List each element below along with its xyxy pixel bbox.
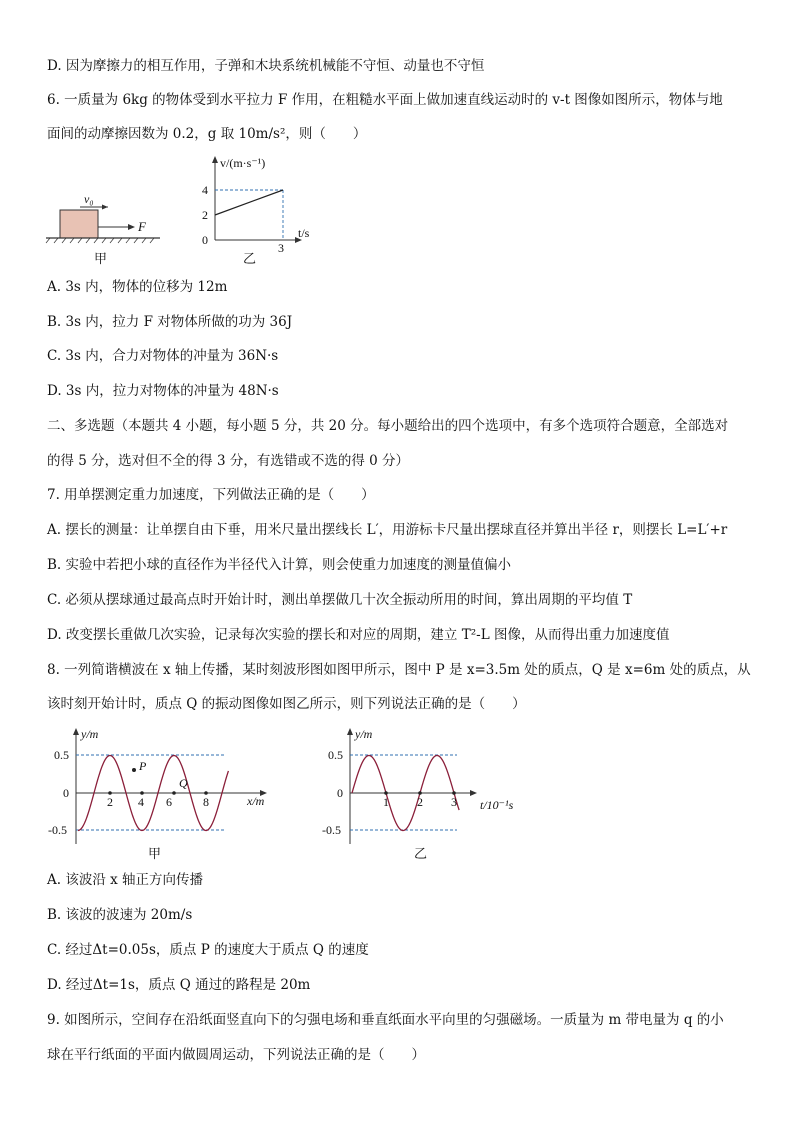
tick-0.5: 0.5	[328, 748, 343, 762]
question-6-option-d: D. 3s 内，拉力对物体的冲量为 48N·s	[47, 383, 279, 399]
tick-origin: 0	[202, 233, 208, 247]
figure-q6	[40, 150, 320, 275]
x-axis-label: t/10⁻¹s	[480, 798, 514, 812]
force-label: F	[138, 219, 146, 234]
question-9-stem-cont: 球在平行纸面的平面内做圆周运动，下列说法正确的是（ ）	[47, 1047, 425, 1063]
label-P: P	[139, 759, 147, 773]
caption-yi: 乙	[243, 251, 257, 266]
question-8-option-b: B. 该波的波速为 20m/s	[47, 907, 193, 923]
option-line: D. 因为摩擦力的相互作用，子弹和木块系统机械能不守恒、动量也不守恒	[47, 58, 485, 74]
question-6-option-c: C. 3s 内，合力对物体的冲量为 36N·s	[47, 348, 279, 364]
tick-x2: 2	[107, 795, 113, 809]
question-7-stem: 7. 用单摆测定重力加速度，下列做法正确的是（ ）	[47, 487, 375, 503]
tick-t2: 2	[417, 795, 423, 809]
question-6-option-a: A. 3s 内，物体的位移为 12m	[47, 279, 228, 295]
tick-0: 0	[337, 786, 343, 800]
point-P	[132, 768, 136, 772]
y-axis-label: v/(m·s⁻¹)	[220, 156, 266, 170]
tick-x6: 6	[166, 795, 172, 809]
tick-minus-0.5: -0.5	[48, 823, 67, 837]
tick-y2: 2	[202, 208, 208, 222]
question-7-option-c: C. 必须从摆球通过最高点时开始计时，测出单摆做几十次全振动所用的时间，算出周期的平均值 T	[47, 592, 633, 608]
label-Q: Q	[179, 776, 188, 790]
question-8-stem-cont: 该时刻开始计时，质点 Q 的振动图像如图乙所示，则下列说法正确的是（ ）	[47, 696, 526, 712]
y-axis-label: y/m	[81, 727, 99, 741]
point-x6	[172, 791, 176, 795]
block	[60, 210, 98, 238]
question-9-stem: 9. 如图所示，空间存在沿纸面竖直向下的匀强电场和垂直纸面水平向里的匀强磁场。一质量为 m 带电量为 q 的小	[47, 1012, 724, 1028]
question-6-stem-cont: 面间的动摩擦因数为 0.2，g 取 10m/s²，则（ ）	[47, 126, 367, 142]
x-axis-label: t/s	[298, 226, 310, 240]
question-8-option-a: A. 该波沿 x 轴正方向传播	[47, 872, 204, 888]
section-2-heading-cont: 的得 5 分，选对但不全的得 3 分，有选错或不选的得 0 分）	[47, 453, 410, 469]
caption-jia: 甲	[148, 846, 162, 861]
question-7-option-b: B. 实验中若把小球的直径作为半径代入计算，则会使重力加速度的测量值偏小	[47, 557, 512, 573]
tick-minus-0.5: -0.5	[322, 823, 341, 837]
caption-yi: 乙	[414, 846, 428, 861]
tick-t3: 3	[451, 795, 457, 809]
section-2-heading: 二、多选题（本题共 4 小题，每小题 5 分，共 20 分。每小题给出的四个选项中，有多个选项符合题意，全部选对	[47, 418, 729, 434]
question-8-stem: 8. 一列简谐横波在 x 轴上传播，某时刻波形图如图甲所示，图中 P 是 x=3.5m 处的质点，Q 是 x=6m 处的质点，从	[47, 662, 751, 678]
tick-y4: 4	[202, 183, 208, 197]
y-axis-label: y/m	[355, 727, 373, 741]
tick-t1: 1	[383, 795, 389, 809]
figure-q8-jia	[40, 722, 290, 862]
tick-0.5: 0.5	[54, 748, 69, 762]
question-6-stem: 6. 一质量为 6kg 的物体受到水平拉力 F 作用，在粗糙水平面上做加速直线运动时的 v-t 图像如图所示，物体与地	[47, 92, 723, 108]
tick-x8: 8	[203, 795, 209, 809]
caption-jia: 甲	[94, 251, 108, 266]
question-7-option-a: A. 摆长的测量：让单摆自由下垂，用米尺量出摆线长 L′，用游标卡尺量出摆球直径并算出半径 r，则摆长 L=L′+r	[47, 522, 728, 538]
tick-x4: 4	[138, 795, 144, 809]
tick-0: 0	[63, 786, 69, 800]
vt-line	[215, 190, 283, 215]
x-axis-label: x/m	[247, 794, 265, 808]
question-8-option-c: C. 经过Δt=0.05s，质点 P 的速度大于质点 Q 的速度	[47, 942, 369, 958]
v0-label: v₀	[84, 192, 94, 206]
figure-q8-yi	[322, 722, 532, 862]
tick-x3: 3	[278, 241, 284, 255]
question-7-option-d: D. 改变摆长重做几次实验，记录每次实验的摆长和对应的周期，建立 T²-L 图像，从而得出重力加速度值	[47, 627, 670, 643]
question-8-option-d: D. 经过Δt=1s，质点 Q 通过的路程是 20m	[47, 977, 311, 993]
question-6-option-b: B. 3s 内，拉力 F 对物体所做的功为 36J	[47, 314, 293, 330]
